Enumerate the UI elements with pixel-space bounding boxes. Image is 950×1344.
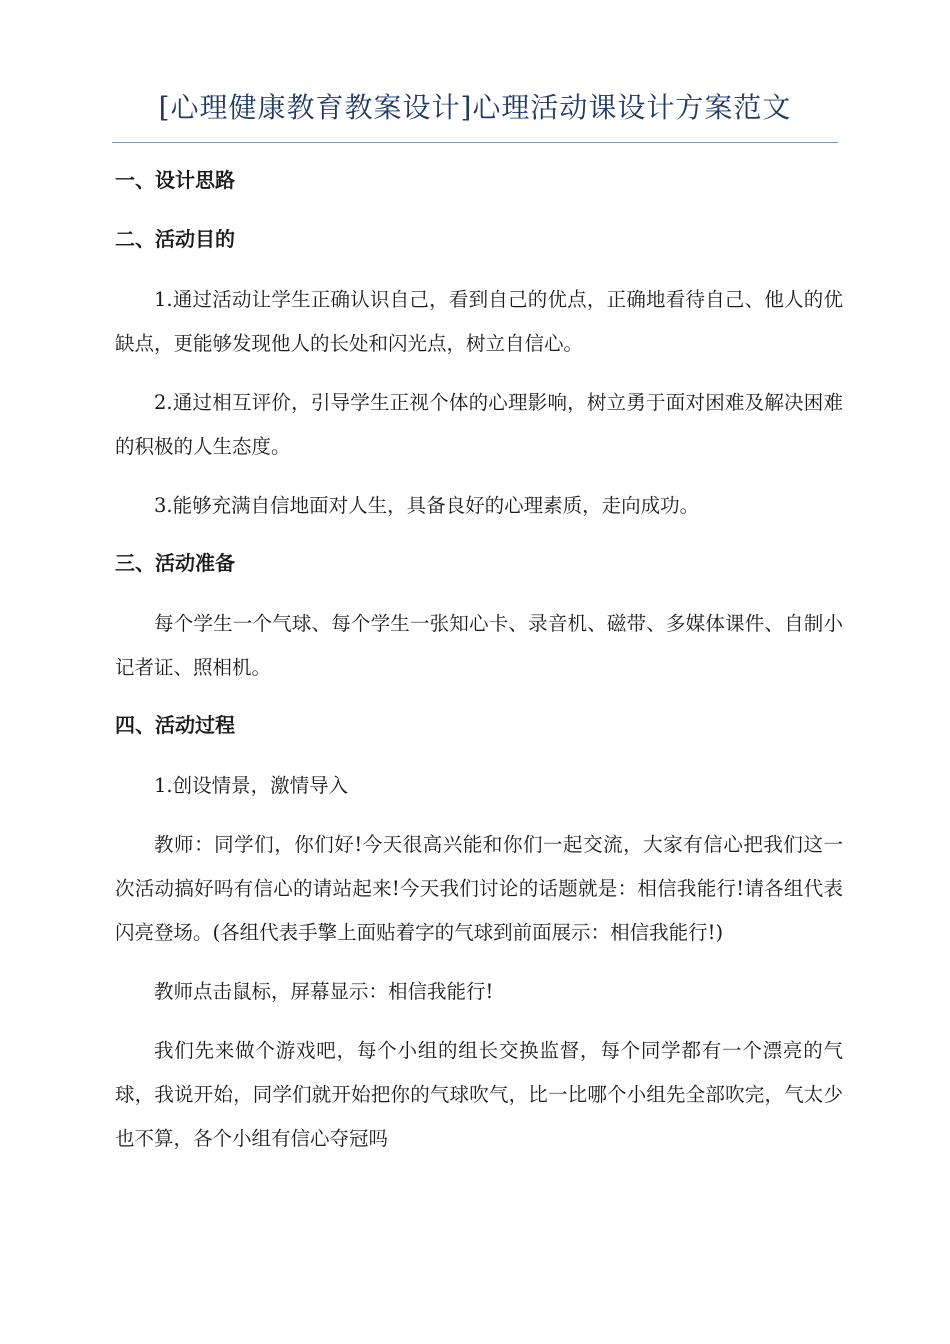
- paragraph-preparation: 每个学生一个气球、每个学生一张知心卡、录音机、磁带、多媒体课件、自制小记者证、照相机。: [115, 612, 843, 679]
- paragraph-balloon-game: 我们先来做个游戏吧，每个小组的组长交换监督，每个同学都有一个漂亮的气球，我说开始，同学们就开始把你的气球吹气，比一比哪个小组先全部吹完，气太少也不算，各个小组有信心夺冠吗: [115, 1039, 843, 1150]
- paragraph-teacher-click: 教师点击鼠标，屏幕显示：相信我能行!: [154, 980, 494, 1003]
- paragraph-step-1-title: 1.创设情景，激情导入: [154, 774, 349, 797]
- section-heading-activity-process: 四、活动过程: [115, 713, 235, 737]
- section-heading-design-idea: 一、设计思路: [115, 168, 235, 192]
- paragraph-goal-3: 3.能够充满自信地面对人生，具备良好的心理素质，走向成功。: [154, 494, 700, 517]
- paragraph-goal-1: 1.通过活动让学生正确认识自己，看到自己的优点，正确地看待自己、他人的优缺点，更能够发现他人的长处和闪光点，树立自信心。: [115, 288, 843, 355]
- paragraph-teacher-intro: 教师：同学们，你们好!今天很高兴能和你们一起交流，大家有信心把我们这一次活动搞好吗有信心的请站起来!今天我们讨论的话题就是：相信我能行!请各组代表闪亮登场。(各组代表手擎上面贴着字的气球到前面展示：相信我能行!): [115, 833, 843, 944]
- document-body: [115, 160, 843, 1176]
- section-heading-activity-goals: 二、活动目的: [115, 227, 235, 251]
- document-title: [心理健康教育教案设计]心理活动课设计方案范文: [158, 91, 792, 124]
- paragraph-goal-2: 2.通过相互评价，引导学生正视个体的心理影响，树立勇于面对困难及解决困难的积极的人生态度。: [115, 391, 843, 458]
- title-divider: [112, 142, 838, 143]
- section-heading-activity-preparation: 三、活动准备: [115, 551, 235, 575]
